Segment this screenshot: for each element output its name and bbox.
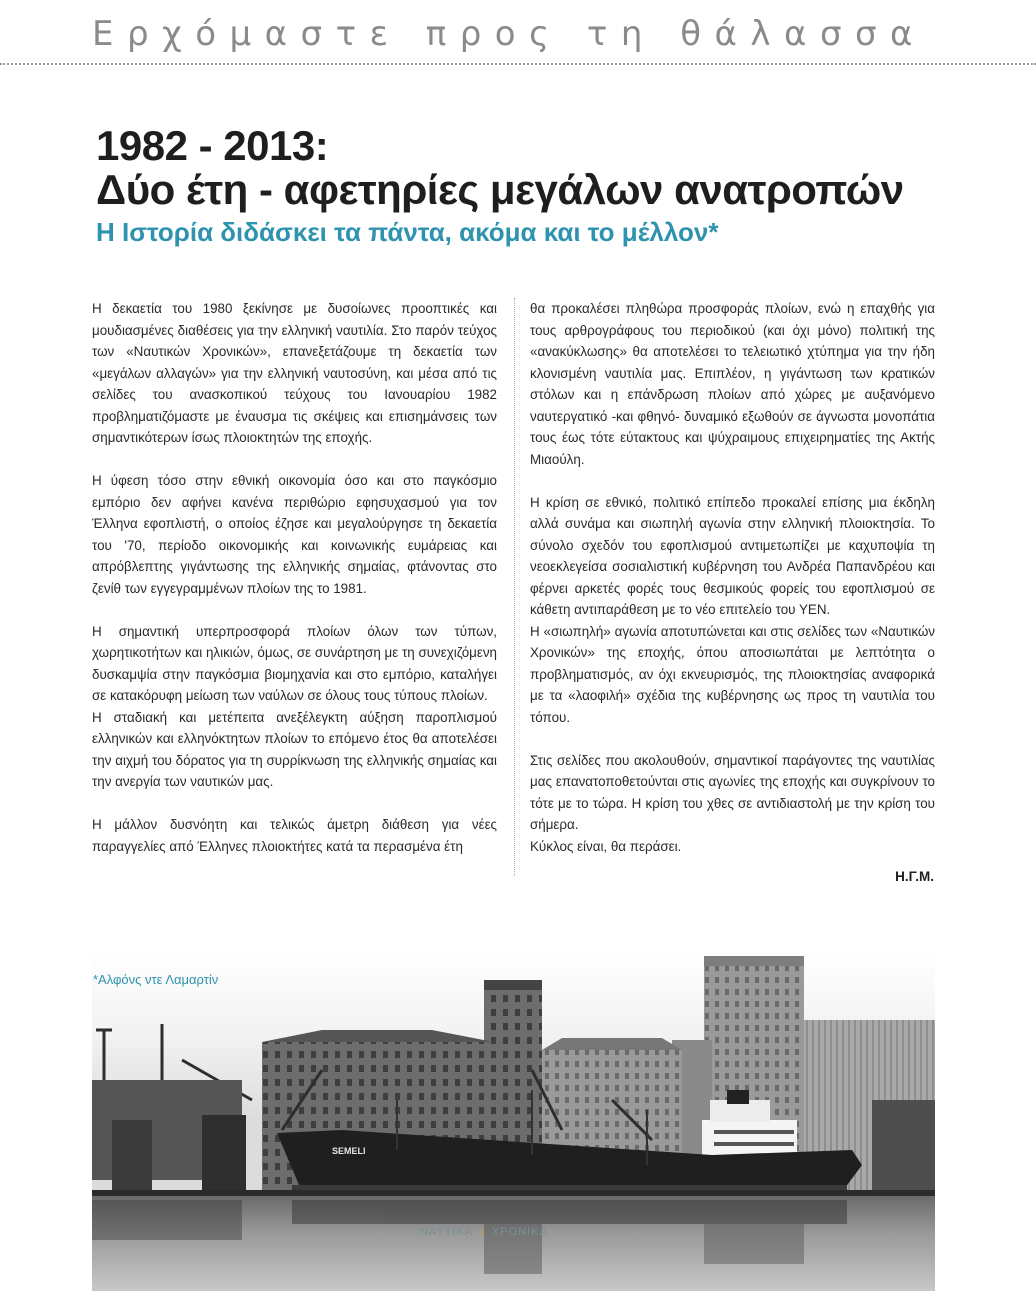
ship-name-label: SEMELI <box>332 1146 366 1156</box>
column-divider <box>514 298 515 876</box>
right-paragraph-3: Η «σιωπηλή» αγωνία αποτυπώνεται και στις σελίδες των «Ναυτικών Χρονικών» της εποχής, όπου αποσιωπάται με λεπτότητα ο προβληματισμός, αν όχι εκνευρισμός, της πλοιοκτησίας αναφορικά με τα «λαοφιλή» σχέδια της κυβέρνησης ως προς τη ναυτιλία του τόπου. <box>530 623 935 725</box>
left-paragraph-2: Η ύφεση τόσο στην εθνική οικονομία όσο και στο παγκόσμιο εμπόριο δεν αφήνει κανένα περιθώριο εφησυχασμού για τον Έλληνα εφοπλιστή, ο οποίος έζησε και μεγαλούργησε τη δεκαετία του '70, περίοδο οικονομικής και κοινωνικής ευμάρειας και απρόβλεπτης γιγάντωσης της ελληνικής σημαίας, φτάνοντας στο ζενίθ των εγγεγραμμένων πλοίων της το 1981. <box>92 473 497 596</box>
article-subheadline: Η Ιστορία διδάσκει τα πάντα, ακόμα και το μέλλον* <box>96 217 719 247</box>
quote-attribution: *Αλφόνς ντε Λαμαρτίν <box>93 972 219 987</box>
footer-page-number: 2 <box>478 1226 486 1238</box>
left-paragraph-5: Η μάλλον δυσνόητη και τελικώς άμετρη διάθεση για νέες παραγγελίες από Έλληνες πλοιοκτήτες κατά τα περασμένα έτη <box>92 817 497 854</box>
left-paragraph-4: Η σταδιακή και μετέπειτα ανεξέλεγκτη αύξηση παροπλισμού ελληνικών και ελληνόκτητων πλοίων το επόμενο έτος θα αποτελέσει την αιχμή του δόρατος για τη συρρίκνωση της ελληνικής σημαίας και την ανεργία των ναυτικών μας. <box>92 709 497 789</box>
quay-edge <box>92 1190 935 1196</box>
section-header-title: Ερχόμαστε προς τη θάλασσα <box>92 14 926 54</box>
article-right-column <box>530 298 935 879</box>
article-headline <box>96 124 976 212</box>
article-left-column <box>92 298 497 879</box>
right-paragraph-1: θα προκαλέσει πληθώρα προσφοράς πλοίων, ενώ η επαχθής για τους αρθρογράφους του περιοδικού (και όχι μόνο) πολιτική της «ανακύκλωσης» θα αποτελέσει το τελειωτικό χτύπημα για την ήδη κλονισμένη ναυτιλία μας. Επιπλέον, η γιγάντωση των κρατικών στόλων και η επάνδρωση πλοίων από χώρες με αυξανόμενο ναυτεργατικό -και φθηνό- δυναμικό εξωθούν σε άγνωστα μονοπάτια τους έως τότε εύτακτους και ψύχραιμους επιχειρηματίες της Ακτής Μιαούλη. <box>530 301 935 467</box>
headline-line-title: Δύο έτη - αφετηρίες μεγάλων ανατροπών <box>96 166 904 213</box>
page-footer <box>420 1226 548 1238</box>
right-paragraph-4: Στις σελίδες που ακολουθούν, σημαντικοί παράγοντες της ναυτιλίας μας επανατοποθετούνται στις αγωνίες της εποχής και συγκρίνουν το τότε με το τώρα. Η κρίση του χθες σε αντιδιαστολή με την κρίση του σήμερα. <box>530 752 935 832</box>
article-signature: Η.Γ.Μ. <box>895 869 934 884</box>
header-dotted-rule <box>0 63 1036 65</box>
right-paragraph-5: Κύκλος είναι, θα περάσει. <box>530 838 682 854</box>
footer-left-label: ΝΑΥΤΙΚΑ <box>420 1226 473 1238</box>
headline-line-years: 1982 - 2013: <box>96 122 329 169</box>
left-paragraph-3: Η σημαντική υπερπροσφορά πλοίων όλων των τύπων, χωρητικοτήτων και ηλικιών, όμως, σε συνάρτηση με τη συνεχιζόμενη δυσκαμψία στην παγκόσμια βιομηχανία και στο εμπόριο, καταλήγει σε κατακόρυφη μείωση των ναύλων σε όλους τους τύπους πλοίων. <box>92 623 497 703</box>
footer-right-label: ΧΡΟΝΙΚΑ <box>491 1226 548 1238</box>
harbor-photo <box>92 950 935 1291</box>
left-paragraph-1: Η δεκαετία του 1980 ξεκίνησε με δυσοίωνες προοπτικές και μουδιασμένες διαθέσεις για την ελληνική ναυτιλία. Στο παρόν τεύχος των «Ναυτικών Χρονικών», επανεξετάζουμε τη δεκαετία των «μεγάλων αλλαγών» για την ελληνική ναυτοσύνη, και μέσα από τις σελίδες του ανασκοπικού τεύχους του Ιανουαρίου 1982 προβληματιζόμαστε με έναυσμα τις σκέψεις και επισημάνσεις των σημαντικότερων ίσως πλοιοκτητών της εποχής. <box>92 301 497 445</box>
right-paragraph-2: Η κρίση σε εθνικό, πολιτικό επίπεδο προκαλεί επίσης μια έκδηλη αλλά συνάμα και σιωπηλή αγωνία στην ελληνική πλοιοκτησία. Το σύνολο σχεδόν του εφοπλισμού αντιμετωπίζει με καχυποψία τη νεοεκλεγείσα σοσιαλιστική κυβέρνηση του Ανδρέα Παπανδρέου και φέρνει αρκετές φορές τους θεσμικούς φορείς του εφοπλισμού σε κάθετη αντιπαράθεση με το νέο επιτελείο του ΥΕΝ. <box>530 494 935 617</box>
